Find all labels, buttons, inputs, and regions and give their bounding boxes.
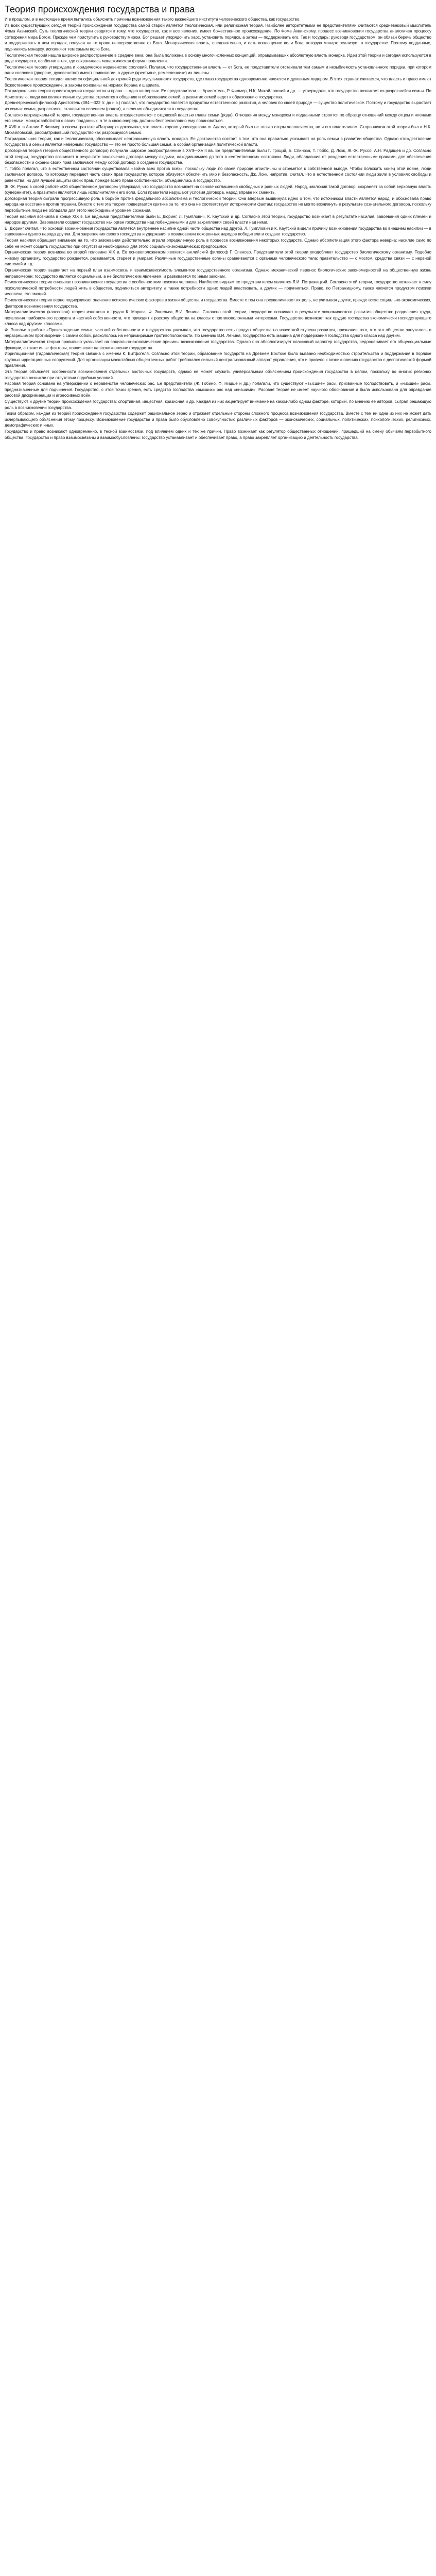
paragraph: Т. Гоббс полагал, что в естественном состоянии существовала «война всех против всех», поскольку люди по своей природе эгоистичны и стремятся к собственной выгоде. Чтобы положить конец этой войне, люди заключают договор, по которому передают часть своих прав государству, которое обязуется обеспечить мир и безопасность. Дж. Локк, напротив, считал, что в естественном состоянии люди жили в условиях свободы и равенства, но для лучшей защиты своих прав, прежде всего права собственности, объединились в государство. [5, 166, 431, 183]
paragraph: Ф. Энгельс в работе «Происхождение семьи, частной собственности и государства» указывал, что государство есть продукт общества на известной ступени развития, признание того, что это общество запуталось в неразрешимом противоречии с самим собой, раскололось на непримиримые противоположности. По мнению В.И. Ленина, государство есть машина для поддержания господства одного класса над другим. [5, 327, 431, 338]
paragraph: Древнегреческий философ Аристотель (384—322 гг. до н.э.) полагал, что государство является продуктом естественного развития, а человек по своей природе — существо политическое. Поэтому и государство вырастает из семьи: семья, разрастаясь, становится селением (родом), а селения объединяются в государство. [5, 100, 431, 111]
document-title: Теория происхождения государства и права [5, 4, 195, 14]
paragraph: В XVII в. в Англии Р. Филмер в своем трактате «Патриарх» доказывал, что власть короля унаследована от Адама, который был не только отцом человечества, но и его властелином. Сторонником этой теории был и Н.К. Михайловский, рассматривавший государство как разросшуюся семью. [5, 124, 431, 135]
paragraph: Теория насилия обращает внимание на то, что завоевания действительно играли определенную роль в процессе возникновения некоторых государств. Однако абсолютизация этого фактора неверна: насилие само по себе не может создать государство при отсутствии необходимых для этого социально-экономических предпосылок. [5, 238, 431, 249]
paragraph: Материалистическая теория правильно указывает на социально-экономические причины возникновения государства. Однако она абсолютизирует классовый характер государства, недооценивает его общесоциальные функции, а также иные факторы, повлиявшие на возникновение государства. [5, 340, 431, 350]
paragraph: И в прошлом, и в настоящее время пытались объяснить причины возникновения такого важнейшего института человеческого общества, как государство. [5, 17, 301, 22]
paragraph: Материалистическая (классовая) теория изложена в трудах К. Маркса, Ф. Энгельса, В.И. Ленина. Согласно этой теории, государство возникает в результате экономического развития общества: разделения труда, появления прибавочного продукта и частной собственности, что приводит к расколу общества на классы с противоположными интересами. Государство возникает как орудие господства экономически господствующего класса над другими классами. [5, 310, 431, 327]
paragraph: Теория насилия возникла в конце XIX в. Ее видными представителями были Е. Дюринг, Л. Гумплович, К. Каутский и др. Согласно этой теории, государство возникает в результате насилия, завоевания одних племен и народов другими. Завоеватели создают государство как орган господства над побежденными и для закрепления своей власти над ними. [5, 214, 431, 225]
paragraph: Теологическая теория утверждала и юридическое неравенство сословий. Полагая, что государственная власть — от Бога, ее представители отстаивали тем самым и незыблемость установленного порядка, при котором одни сословия (дворяне, духовенство) имеют привилегии, а другие (крестьяне, ремесленники) их лишены. [5, 64, 431, 76]
paragraph: Психологическая теория верно подчеркивает значение психологических факторов в жизни общества и государства. Вместе с тем она преувеличивает их роль, не учитывая других, прежде всего социально-экономических, факторов возникновения государства. [5, 297, 431, 309]
paragraph: Таким образом, каждая из теорий происхождения государства содержит рациональное зерно и отражает отдельные стороны сложного процесса возникновения государства. Вместе с тем ни одна из них не может дать исчерпывающего объяснения этому процессу. Возникновение государства и права было обусловлено совокупностью различных факторов — экономических, социальных, политических, психологических, религиозных, демографических и иных. [5, 411, 431, 428]
paragraph: Договорная теория (теория общественного договора) получила широкое распространение в XVII—XVIII вв. Ее представителями были Г. Гроций, Б. Спиноза, Т. Гоббс, Д. Локк, Ж.-Ж. Руссо, А.Н. Радищев и др. Согласно этой теории, государство возникает в результате заключения договора между людьми, находившимися до того в «естественном» состоянии. Люди, обладавшие от рождения естественными правами, для обеспечения безопасности и охраны своих прав заключают между собой договор о создании государства. [5, 148, 431, 165]
document-body [5, 16, 431, 440]
paragraph: Расовая теория основана на утверждении о неравенстве человеческих рас. Ее представители (Ж. Гобино, Ф. Ницше и др.) полагали, что существуют «высшие» расы, призванные господствовать, и «низшие» расы, предназначенные для подчинения. Государство, с этой точки зрения, есть средство господства «высших» рас над «низшими». Расовая теория не имеет научного обоснования и была использована для оправдания расовой дискриминации и агрессивных войн. [5, 381, 431, 398]
paragraph: Е. Дюринг считал, что основой возникновения государства является внутреннее насилие одной части общества над другой. Л. Гумплович и К. Каутский видели причину возникновения государства во внешнем насилии — в завоевании одного народа другим. Для закрепления своего господства и удержания в повиновении покоренных народов победители и создают государство. [5, 226, 431, 237]
paragraph: Психологическая теория связывает возникновение государства с особенностями психики человека. Наиболее видным ее представителем является Л.И. Петражицкий. Согласно этой теории, государство возникает в силу психологической потребности людей жить в обществе, подчиняться авторитету, а также потребности одних людей властвовать, а других — подчиняться. Право, по Петражицкому, также является продуктом психики человека, его эмоций. [5, 280, 431, 297]
paragraph: Эта теория объясняет особенности возникновения отдельных восточных государств, однако не может служить универсальным объяснением происхождения государства в целом, поскольку во многих регионах государства возникли при отсутствии подобных условий. [5, 369, 431, 380]
paragraph: Государство и право возникают одновременно, в тесной взаимосвязи, под влиянием одних и тех же причин. Право возникает как регулятор общественных отношений, пришедший на смену обычаям первобытного общества. Государство и право взаимосвязаны и взаимообусловлены: государство устанавливает и обеспечивает право, а право закрепляет организацию и деятельность государства. [5, 429, 431, 440]
paragraph: Договорная теория сыграла прогрессивную роль в борьбе против феодального абсолютизма и теологической теории. Она впервые выдвинула идею о том, что источником власти является народ, и обосновала право народа на восстание против тирании. Вместе с тем эта теория подвергается критике за то, что она не соответствует историческим фактам: государство не могло возникнуть в результате сознательного договора, поскольку первобытные люди не обладали для этого необходимым уровнем сознания. [5, 196, 431, 213]
paragraph: Патриархальная теория, как и теологическая, обосновывает неограниченную власть монарха. Ее достоинство состоит в том, что она правильно указывает на роль семьи в развитии общества. Однако отождествление государства и семьи является неверным: государство — это не просто большая семья, а особая организация политической власти. [5, 136, 431, 147]
paragraph: Существуют и другие теории происхождения государства: спортивная, инцестная, кризисная и др. Каждая из них акцентирует внимание на каком-либо одном факторе, который, по мнению ее авторов, сыграл решающую роль в возникновении государства. [5, 399, 431, 410]
paragraph: Органическая теория выдвигает на первый план взаимосвязь и взаимозависимость элементов государственного организма. Однако механический перенос биологических закономерностей на общественную жизнь неправомерен: государство является социальным, а не биологическим явлением, и развивается по иным законам. [5, 267, 431, 279]
paragraph: Органическая теория возникла во второй половине XIX в. Ее основоположником является английский философ Г. Спенсер. Представители этой теории уподобляют государство биологическому организму. Подобно живому организму, государство рождается, развивается, стареет и умирает. Различные государственные органы сравниваются с органами человеческого тела: правительство — с мозгом, средства связи — с нервной системой и т.д. [5, 250, 431, 267]
paragraph: Теологическая теория сегодня является официальной доктриной ряда мусульманских государств, где глава государства одновременно является и духовным лидером. В этих странах считается, что власть и право имеют божественное происхождение, а законы основаны на нормах Корана и шариата. [5, 76, 431, 88]
paragraph: Патриархальная теория происхождения государства и права — одна из первых. Ее представители — Аристотель, Р. Филмер, Н.К. Михайловский и др. — утверждали, что государство возникает из разросшейся семьи. По Аристотелю, люди как коллективные существа стремятся к общению и образованию семей, а развитие семей ведет к образованию государства. [5, 89, 431, 99]
paragraph: Теологическая теория нашла широкое распространение в средние века: она была положена в основу многочисленных концепций, оправдывавших абсолютную власть монарха. Идеи этой теории и сегодня используются в ряде государств, особенно в тех, где сохранилась монархическая форма правления. [5, 53, 431, 64]
paragraph: Ирригационная (гидравлическая) теория связана с именем К. Витфогеля. Согласно этой теории, образование государств на Древнем Востоке было вызвано необходимостью строительства и поддержания в порядке крупных ирригационных сооружений. Для организации масштабных общественных работ требовался сильный централизованный аппарат управления, что и привело к возникновению государства с деспотической формой правления. [5, 351, 431, 368]
paragraph: Ж.-Ж. Руссо в своей работе «Об общественном договоре» утверждал, что государство возникает на основе соглашения свободных и равных людей. Народ, заключив такой договор, сохраняет за собой верховную власть (суверенитет), а правители являются лишь исполнителями его воли. Если правители нарушают условия договора, народ вправе их сменить. [5, 184, 431, 195]
paragraph: Из всех существующих сегодня теорий происхождения государства самой старой является теологическая, или религиозная теория. Наиболее авторитетными ее представителями считаются средневековый мыслитель Фома Аквинский. Суть теологической теории сводится к тому, что государство, как и все явления, имеет божественное происхождение. По Фоме Аквинскому, процесс возникновения государства аналогичен процессу сотворения мира Богом. Прежде чем приступить к руководству миром, Бог решает упорядочить хаос, установить порядок, а затем — поддерживать его. Так и государь: руководя государством, он обязан беречь общество и поддерживать в нем порядок, получая на то право непосредственно от Бога. Монархическая власть, следовательно, и есть воплощение воли Бога, которую монарх реализует в государстве. Поэтому подданные, подчиняясь монарху, исполняют тем самым волю Бога. [5, 23, 431, 52]
paragraph: Согласно патриархальной теории, государственная власть отождествляется с отцовской властью главы семьи (рода). Отношения между монархом и подданными строятся по образцу отношений между отцом и членами его семьи: монарх заботится о своих подданных, а те в свою очередь должны беспрекословно ему повиноваться. [5, 112, 431, 124]
